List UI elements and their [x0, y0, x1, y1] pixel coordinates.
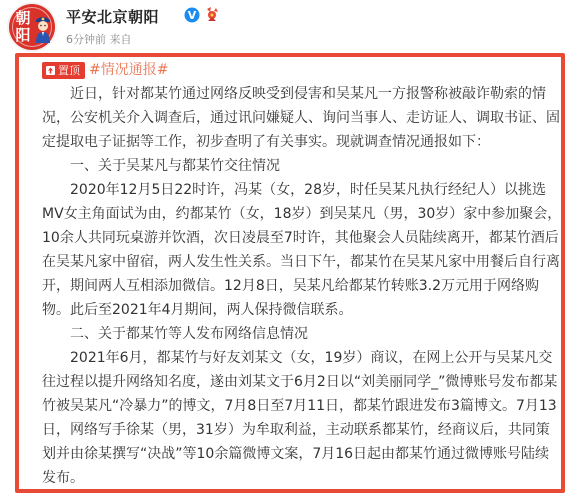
post-header: [0, 0, 573, 60]
post-content: [42, 58, 562, 490]
pin-icon: [45, 65, 56, 76]
police-figure-icon: [33, 13, 53, 43]
avatar[interactable]: [9, 4, 55, 50]
hashtag-link[interactable]: #情况通报#: [89, 62, 169, 78]
paragraph-section-1: 2020年12月5日22时许，冯某（女，28岁，时任吴某凡执行经纪人）以挑选MV女主角面试为由，约都某竹（女，18岁）到吴某凡（男，30岁）家中参加聚会，10余人共同玩桌游并饮酒，次日凌晨至7时许，其他聚会人员陆续离开，都某竹酒后在吴某凡家中留宿，两人发生性关系。当日下午，都某竹在吴某凡家中用餐后自行离开，期间两人互相添加微信。12月8日，吴某凡给都某竹转账3.2万元用于网络购物。此后至2021年4月期间，两人保持微信联系。: [42, 182, 562, 318]
avatar-char-top: 朝: [15, 9, 31, 27]
post-meta: 6分钟前 来自: [66, 33, 132, 46]
section-heading-1: 一、关于吴某凡与都某竹交往情况: [70, 158, 280, 174]
svg-text:V: V: [187, 9, 197, 22]
paragraph-section-2: 2021年6月，都某竹与好友刘某文（女，19岁）商议，在网上公开与吴某凡交往过程以提升网络知名度，遂由刘某文于6月2日以“刘美丽同学_”微博账号发布都某竹被吴某凡“冷暴力”的博文，7月8日至7月11日，都某竹跟进发布3篇博文。7月13日，网络写手徐某（男，31岁）为牟取利益，主动联系都某竹，经商议后，共同策划并由徐某撰写“决战”等10余篇微博文案，7月16日起由都某竹通过微博账号陆续发布。: [42, 350, 558, 486]
pin-line: [42, 58, 562, 82]
username[interactable]: 平安北京朝阳: [66, 8, 160, 26]
pin-label: 置顶: [58, 63, 80, 77]
verified-icon: [184, 7, 200, 23]
paragraph-intro: 近日，针对都某竹通过网络反映受到侵害和吴某凡一方报警称被敲诈勒索的情况，公安机关介入调查后，通过讯问嫌疑人、询问当事人、走访证人、调取书证、固定提取电子证据等工作，初步查明了有关事实。现就调查情况通报如下：: [42, 86, 560, 150]
badge-icon: [203, 5, 221, 23]
avatar-char-bottom: 阳: [15, 26, 31, 44]
pin-badge: [42, 62, 85, 79]
section-heading-2: 二、关于都某竹等人发布网络信息情况: [70, 326, 308, 342]
